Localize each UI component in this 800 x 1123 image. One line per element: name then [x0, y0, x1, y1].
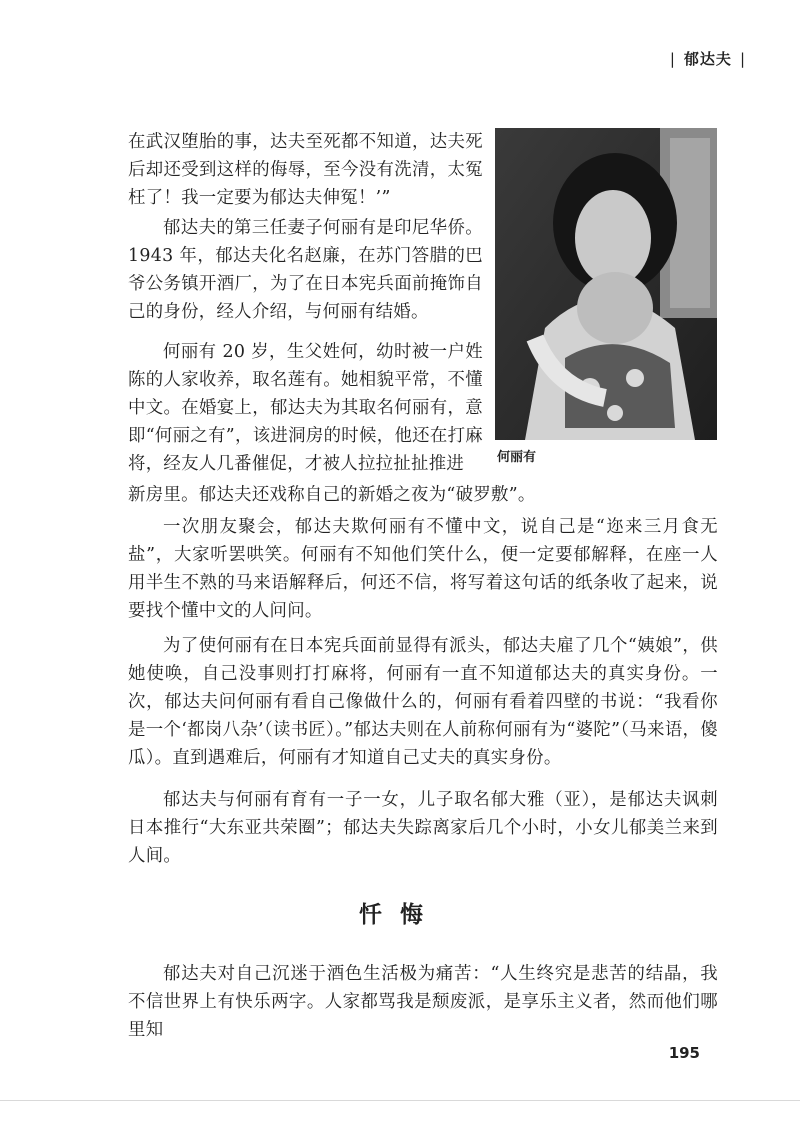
- header-bar-right: |: [739, 50, 746, 68]
- portrait-image: [495, 128, 717, 440]
- footer-divider: [0, 1100, 800, 1101]
- header-title: 郁达夫: [683, 50, 732, 68]
- portrait-photo: [495, 128, 717, 440]
- paragraph-5: 为了使何丽有在日本宪兵面前显得有派头，郁达夫雇了几个“姨娘”，供她使唤，自己没事则打打麻将，何丽有一直不知道郁达夫的真实身份。一次，郁达夫问何丽有看自己像做什么的，何丽有看着四壁的书说：“我看你是一个‘都岗八杂’（读书匠）。”郁达夫则在人前称何丽有为“婆陀”（马来语，傻瓜）。直到遇难后，何丽有才知道自己丈夫的真实身份。: [128, 636, 718, 768]
- header-bar-left: |: [669, 50, 676, 68]
- paragraph-3-continued: 新房里。郁达夫还戏称自己的新婚之夜为“破罗敷”。: [128, 485, 536, 505]
- paragraph-3: 何丽有 20 岁，生父姓何，幼时被一户姓陈的人家收养，取名莲有。她相貌平常，不懂中文。在婚宴上，郁达夫为其取名何丽有，意即“何丽之有”，该进洞房的时候，他还在打麻将，经友人几番催促，才被人拉拉扯扯推进: [128, 342, 483, 474]
- paragraph-4: 一次朋友聚会，郁达夫欺何丽有不懂中文，说自己是“迩来三月食无盐”，大家听罢哄笑。何丽有不知他们笑什么，便一定要郁解释，在座一人用半生不熟的马来语解释后，何还不信，将写着这句话的纸条收了起来，说要找个懂中文的人问问。: [128, 517, 718, 621]
- paragraph-7: 郁达夫对自己沉迷于酒色生活极为痛苦：“人生终究是悲苦的结晶，我不信世界上有快乐两字。人家都骂我是颓废派，是享乐主义者，然而他们哪里知: [128, 964, 718, 1040]
- page-number: 195: [668, 1044, 700, 1062]
- paragraph-6: 郁达夫与何丽有育有一子一女，儿子取名郁大雅（亚），是郁达夫讽刺日本推行“大东亚共荣圈”；郁达夫失踪离家后几个小时，小女儿郁美兰来到人间。: [128, 790, 718, 866]
- paragraph-1: 在武汉堕胎的事，达夫至死都不知道，达夫死后却还受到这样的侮辱，至今没有洗清，太冤枉了！我一定要为郁达夫伸冤！’”: [128, 132, 483, 208]
- running-header: [662, 48, 754, 69]
- photo-caption: 何丽有: [497, 450, 537, 465]
- paragraph-2: 郁达夫的第三任妻子何丽有是印尼华侨。1943 年，郁达夫化名赵廉，在苏门答腊的巴爷公务镇开酒厂，为了在日本宪兵面前掩饰自己的身份，经人介绍，与何丽有结婚。: [128, 218, 483, 322]
- section-title: 忏悔: [359, 901, 441, 928]
